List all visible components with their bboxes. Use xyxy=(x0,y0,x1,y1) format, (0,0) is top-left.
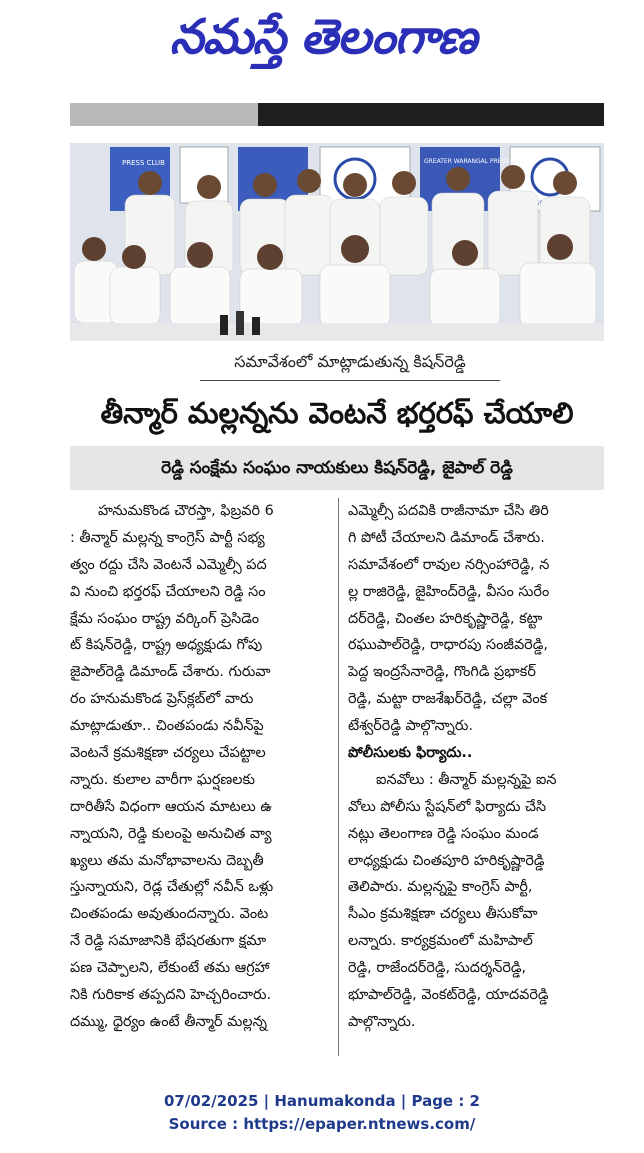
body-line: ఐనవోలు : తీన్మార్ మల్లన్నపై ఐన xyxy=(376,771,557,788)
newspaper-logo: నమస్తే తెలంగాణ xyxy=(169,9,477,65)
article-column-left xyxy=(70,498,332,1060)
header-rule-gray xyxy=(70,103,258,126)
body-line: లాధ్యక్షుడు చింతపూరి హరికృష్ణారెడ్డి xyxy=(348,852,545,869)
article-column-right xyxy=(348,498,610,1060)
body-line: సమావేశంలో రావుల నర్సింహారెడ్డి, న xyxy=(348,556,550,573)
body-line: భూపాల్‌రెడ్డి, వెంకట్‌రెడ్డి, యాదవరెడ్డి xyxy=(348,987,549,1004)
body-line: పెద్ద ఇంద్రసేనారెడ్డి, గొంగిడి ప్రభాకర్ xyxy=(348,664,536,681)
body-line: : తీన్మార్ మల్లన్న కాంగ్రెస్ పార్టీ సభ్య xyxy=(70,529,265,546)
body-line: క్షేమ సంఘం రాష్ట్ర వర్కింగ్ ప్రెసిడెం xyxy=(70,610,260,627)
body-line: రెడ్డి, మట్టా రాజశేఖర్‌రెడ్డి, చల్లా వెంక xyxy=(348,691,548,708)
press-meet-photo xyxy=(70,143,604,341)
body-line: నట్లు తెలంగాణ రెడ్డి సంఘం మండ xyxy=(348,825,539,842)
body-line: రెడ్డి, రాజేందర్‌రెడ్డి, సుదర్శన్‌రెడ్డి, xyxy=(348,960,527,977)
body-line: ఖ్యలు తమ మనోభావాలను దెబ్బతీ xyxy=(70,852,264,869)
article-subheadline: రెడ్డి సంక్షేమ సంఘం నాయకులు కిషన్‌రెడ్డి, జైపాల్ రెడ్డి xyxy=(161,458,513,478)
footer-source-link[interactable]: Source : https://epaper.ntnews.com/ xyxy=(168,1115,476,1133)
body-line: దర్‌రెడ్డి, చింతల హరికృష్ణారెడ్డి, కట్టా xyxy=(348,610,543,627)
body-line: పణ చెప్పాలని, లేకుంటే తమ ఆగ్రహా xyxy=(70,960,270,977)
banner-text: GREATER WARANGAL PRESS CLUB xyxy=(424,158,527,165)
body-line: న్నారు. కులాల వారీగా ఘర్షణలకు xyxy=(70,771,255,788)
article-headline: తీన్మార్ మల్లన్నను వెంటనే భర్తరఫ్ చేయాలి xyxy=(100,396,574,430)
header-rule-dark xyxy=(258,103,604,126)
masthead xyxy=(0,0,644,80)
body-line: లన్నారు. కార్యక్రమంలో మహిపాల్ xyxy=(348,933,533,950)
body-line: గి పోటీ చేయాలని డిమాండ్ చేశారు. xyxy=(348,529,545,546)
body-line: వోలు పోలీసు స్టేషన్‌లో ఫిర్యాదు చేసి xyxy=(348,798,547,815)
caption-underline xyxy=(200,380,500,381)
body-line: దారితీసే విధంగా ఆయన మాటలు ఉ xyxy=(70,798,272,815)
body-line: ఎమ్మెల్సీ పదవికి రాజీనామా చేసి తిరి xyxy=(348,503,549,519)
body-line: నికి గురికాక తప్పదని హెచ్చరించారు. xyxy=(70,987,272,1004)
banner-text: PRESS CLUB xyxy=(122,159,165,167)
body-line: వి నుంచి భర్తరఫ్ చేయాలని రెడ్డి సం xyxy=(70,583,266,600)
body-line: పాల్గొన్నారు. xyxy=(348,1013,416,1030)
body-line: హనుమకొండ చౌరస్తా, ఫిబ్రవరి 6 xyxy=(98,503,274,519)
body-line: రఘుపాల్‌రెడ్డి, రాధారపు సంజీవరెడ్డి, xyxy=(348,637,548,654)
body-line: దమ్ము, ధైర్యం ఉంటే తీన్మార్ మల్లన్న xyxy=(70,1013,267,1030)
body-line: నే రెడ్డి సమాజానికి భేషరతుగా క్షమా xyxy=(70,933,267,950)
column-divider xyxy=(338,498,339,1056)
body-line: ల్ల రాజిరెడ్డి, జైహింద్‌రెడ్డి, వీసం సురేం xyxy=(348,583,550,600)
body-line: మాట్లాడుతూ.. చింతపండు నవీన్‌పై xyxy=(70,718,264,735)
body-line: ట్ కిషన్‌రెడ్డి, రాష్ట్ర అధ్యక్షుడు గోపు xyxy=(70,637,263,654)
body-line: సీఎం క్రమశిక్షణా చర్యలు తీసుకోవా xyxy=(348,906,538,923)
group-photo-illustration xyxy=(70,143,604,341)
body-line: న్నాయని, రెడ్డి కులంపై అనుచిత వ్యా xyxy=(70,825,272,842)
body-line: చింతపండు అవుతుందన్నారు. వెంట xyxy=(70,906,269,923)
body-line: త్వం రద్దు చేసి వెంటనే ఎమ్మెల్సీ పద xyxy=(70,556,267,573)
photo-caption: సమావేశంలో మాట్లాడుతున్న కిషన్‌రెడ్డి xyxy=(234,352,466,371)
body-line: స్తున్నాయని, రెడ్ల చేతుల్లో నవీన్ ఒళ్లు xyxy=(70,879,274,896)
body-line: తెలిపారు. మల్లన్నపై కాంగ్రెస్ పార్టీ, xyxy=(348,879,533,896)
body-line: జైపాల్‌రెడ్డి డిమాండ్ చేశారు. గురువా xyxy=(70,664,271,681)
body-line: రం హనుమకొండ ప్రెస్‌క్లబ్‌లో వారు xyxy=(70,691,254,708)
section-subheading: పోలీసులకు ఫిర్యాదు.. xyxy=(348,745,473,762)
body-line: వెంటనే క్రమశిక్షణా చర్యలు చేపట్టాల xyxy=(70,745,266,762)
body-line: టేశ్వర్‌రెడ్డి పాల్గొన్నారు. xyxy=(348,718,473,735)
footer-date-line: 07/02/2025 | Hanumakonda | Page : 2 xyxy=(163,1092,480,1110)
